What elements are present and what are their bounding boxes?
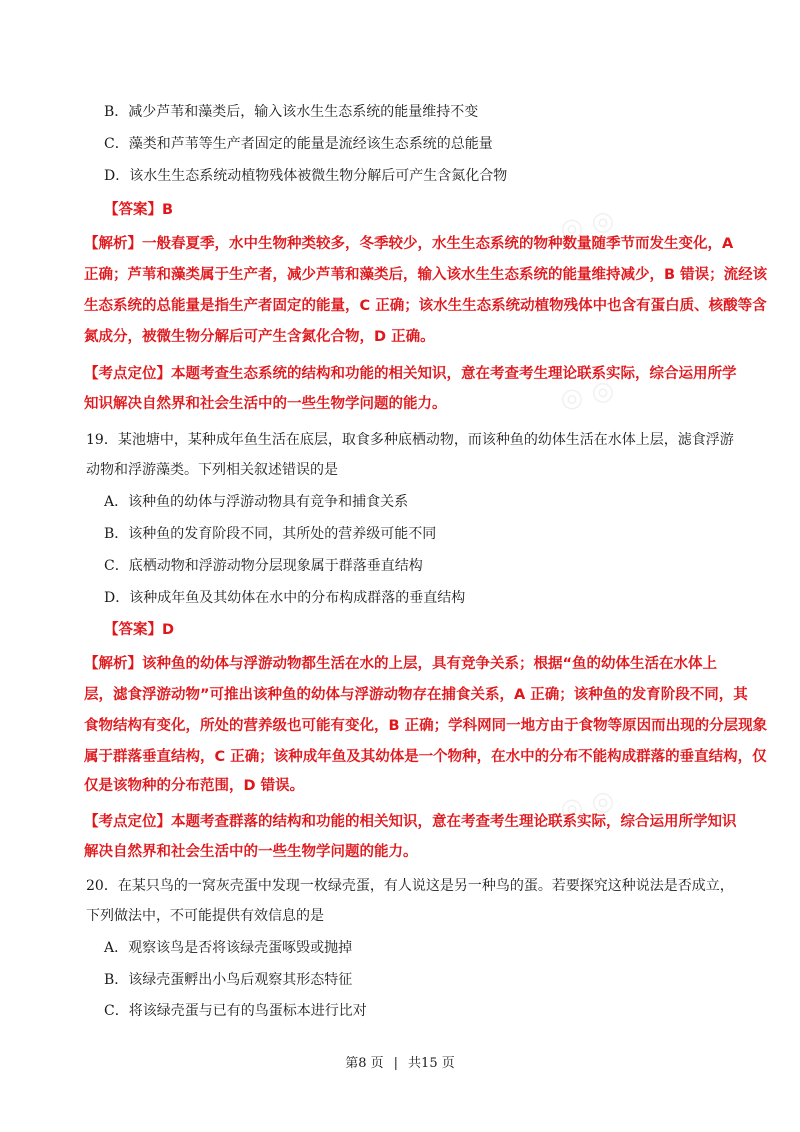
- q19-kaodian-line: 【考点定位】本题考查群落的结构和功能的相关知识，意在考查考生理论联系实际，综合运用所学知识: [84, 814, 737, 830]
- q18-kaodian-line: 【考点定位】本题考查生态系统的结构和功能的相关知识，意在考查考生理论联系实际，综合运用所学: [84, 366, 737, 382]
- watermark: ◎ ◎: [557, 204, 617, 246]
- q19-option-b: B．该种鱼的发育阶段不同，其所处的营养级可能不同: [104, 526, 437, 542]
- q18-option-c: C．藻类和芦苇等生产者固定的能量是流经该生态系统的总能量: [104, 136, 493, 152]
- q20-option-b: B．该绿壳蛋孵出小鸟后观察其形态特征: [104, 972, 353, 988]
- q18-kaodian-line: 知识解决自然界和社会生活中的一些生物学问题的能力。: [84, 396, 447, 412]
- watermark: ◎ ◎: [557, 374, 617, 416]
- q18-option-b: B．减少芦苇和藻类后，输入该水生生态系统的能量维持不变: [104, 104, 479, 120]
- q20-stem-line: 20．在某只鸟的一窝灰壳蛋中发现一枚绿壳蛋，有人说这是另一种鸟的蛋。若要探究这种说法是否成立，: [86, 878, 734, 894]
- page-total: 共15 页: [408, 1056, 455, 1071]
- q19-analysis-line: 属于群落垂直结构，C 正确；该种成年鱼及其幼体是一个物种，在水中的分布不能构成群落的垂直结构，仅: [84, 749, 767, 765]
- q19-option-d: D．该种成年鱼及其幼体在水中的分布构成群落的垂直结构: [104, 590, 466, 606]
- q18-option-d: D．该水生生态系统动植物残体被微生物分解后可产生含氮化合物: [104, 168, 508, 184]
- q20-stem-line: 下列做法中，不可能提供有效信息的是: [86, 908, 324, 924]
- q19-answer: 【答案】D: [104, 622, 175, 638]
- q19-stem-line: 19．某池塘中，某种成年鱼生活在底层，取食多种底栖动物，而该种鱼的幼体生活在水体上层，滤食浮游: [86, 432, 734, 448]
- q19-option-c: C．底栖动物和浮游动物分层现象属于群落垂直结构: [104, 558, 423, 574]
- q19-analysis-line: 层，滤食浮游动物”可推出该种鱼的幼体与浮游动物存在捕食关系，A 正确；该种鱼的发育阶段不同，其: [84, 687, 748, 703]
- page-number: 第8 页: [345, 1056, 384, 1071]
- q19-analysis-line: 【解析】该种鱼的幼体与浮游动物都生活在水的上层，具有竞争关系；根据“鱼的幼体生活在水体上: [84, 656, 718, 672]
- q20-option-a: A．观察该鸟是否将该绿壳蛋啄毁或抛掉: [104, 940, 353, 956]
- watermark: ◎ ◎: [557, 784, 617, 826]
- q19-stem-line: 动物和浮游藻类。下列相关叙述错误的是: [86, 462, 338, 478]
- page-footer: [0, 1052, 800, 1071]
- q18-analysis-line: 正确；芦苇和藻类属于生产者，减少芦苇和藻类后，输入该水生生态系统的能量维持减少，B 错误；流经该: [84, 267, 768, 283]
- q19-option-a: A．该种鱼的幼体与浮游动物具有竞争和捕食关系: [104, 494, 409, 510]
- q18-analysis-line: 生态系统的总能量是指生产者固定的能量，C 正确；该水生生态系统动植物残体中也含有蛋白质、核酸等含: [84, 298, 767, 314]
- q20-option-c: C．将该绿壳蛋与已有的鸟蛋标本进行比对: [104, 1003, 367, 1019]
- q18-analysis-line: 【解析】一般春夏季，水中生物种类较多，冬季较少，水生生态系统的物种数量随季节而发生变化，A: [84, 236, 734, 252]
- q19-kaodian-line: 解决自然界和社会生活中的一些生物学问题的能力。: [84, 844, 418, 860]
- footer-separator: |: [393, 1056, 399, 1071]
- q19-analysis-line: 仅是该物种的分布范围，D 错误。: [84, 778, 305, 794]
- q18-answer: 【答案】B: [104, 202, 174, 218]
- q19-analysis-line: 食物结构有变化，所处的营养级也可能有变化，B 正确；学科网同一地方由于食物等原因而出现的分层现象: [84, 718, 768, 734]
- q18-analysis-line: 氮成分，被微生物分解后可产生含氮化合物，D 正确。: [84, 329, 435, 345]
